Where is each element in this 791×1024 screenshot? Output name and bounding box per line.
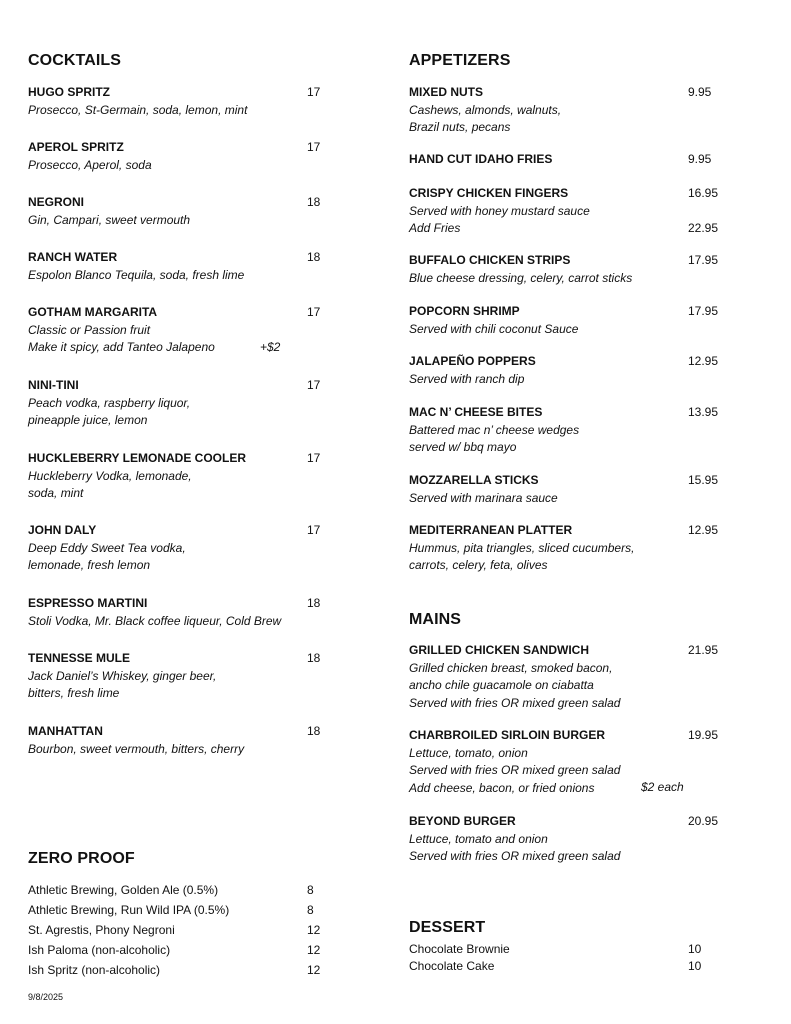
item-desc: Deep Eddy Sweet Tea vodka, [28,540,186,555]
dessert-title: DESSERT [409,919,486,936]
item-desc: Bourbon, sweet vermouth, bitters, cherry [28,741,245,756]
item-price: 10 [688,942,702,956]
item-desc: Served with marinara sauce [409,490,558,505]
item-name: Athletic Brewing, Run Wild IPA (0.5%) [28,903,230,917]
item-name: MIXED NUTS [409,85,484,99]
item-price: 17 [307,305,321,319]
menu-item [409,522,739,575]
menu-item [28,139,328,174]
item-desc: Cashews, almonds, walnuts, [409,102,562,117]
item-desc: Stoli Vodka, Mr. Black coffee liqueur, Cold Brew [28,613,282,628]
menu-item [409,252,739,287]
item-desc: Lettuce, tomato, onion [409,745,528,760]
menu-item [409,151,739,169]
item-price: 17.95 [688,304,719,318]
menu-item [409,727,739,797]
item-surcharge: +$2 [260,340,281,354]
item-name: Ish Spritz (non-alcoholic) [28,963,161,977]
item-desc: Served with fries OR mixed green salad [409,849,621,863]
item-name: JOHN DALY [28,523,97,537]
item-name: HUCKLEBERRY LEMONADE COOLER [28,451,247,465]
item-desc: Hummus, pita triangles, sliced cucumbers, [409,540,635,555]
item-price: 17 [307,85,321,99]
appetizers-title: APPETIZERS [409,52,511,69]
item-desc: Battered mac n’ cheese wedges [409,422,580,437]
item-desc: lemonade, fresh lemon [28,558,151,572]
item-desc: bitters, fresh lime [28,686,120,700]
menu-item [28,194,328,229]
footer-date: 9/8/2025 [28,992,64,1002]
item-name: BEYOND BURGER [409,814,516,828]
item-name: HAND CUT IDAHO FRIES [409,152,553,166]
menu-item [28,84,328,119]
menu-item [409,185,739,238]
item-price: 12.95 [688,354,719,368]
item-price: 9.95 [688,85,712,99]
menu-item [409,813,739,866]
menu-item [28,450,328,503]
item-desc: Classic or Passion fruit [28,322,151,337]
item-price: 8 [307,883,314,897]
item-price: 21.95 [688,643,719,657]
menu-item [409,404,739,457]
item-price: 18 [307,651,321,665]
item-desc: Add cheese, bacon, or fried onions [409,780,595,795]
item-name: GRILLED CHICKEN SANDWICH [409,643,589,657]
item-name: NEGRONI [28,195,85,209]
item-desc: Make it spicy, add Tanteo Jalapeno [28,340,215,354]
item-price: 13.95 [688,405,719,419]
item-desc: soda, mint [28,486,84,500]
menu-item [409,642,739,712]
item-desc: served w/ bbq mayo [409,440,517,454]
item-name: MEDITERRANEAN PLATTER [409,523,573,537]
item-name: BUFFALO CHICKEN STRIPS [409,253,571,267]
item-name: Chocolate Brownie [409,942,510,956]
item-price: 16.95 [688,186,719,200]
item-price: 17 [307,451,321,465]
item-desc: Huckleberry Vodka, lemonade, [28,468,192,483]
item-desc: Lettuce, tomato and onion [409,831,548,846]
item-addon-price: 22.95 [688,221,719,235]
item-desc: carrots, celery, feta, olives [409,558,548,572]
item-desc: Blue cheese dressing, celery, carrot sticks [409,270,633,285]
item-addon: Add Fries [409,221,461,235]
menu-item [409,472,739,507]
list-item [28,882,348,899]
menu-item [409,84,739,137]
mains-title: MAINS [409,611,462,628]
item-desc: Brazil nuts, pecans [409,120,511,134]
item-name: TENNESSE MULE [28,651,131,665]
item-name: CRISPY CHICKEN FINGERS [409,186,569,200]
item-desc: Prosecco, St-Germain, soda, lemon, mint [28,102,248,117]
item-desc: Served with honey mustard sauce [409,203,590,218]
list-item [409,958,739,975]
item-price: 17.95 [688,253,719,267]
item-desc: Espolon Blanco Tequila, soda, fresh lime [28,267,245,282]
item-name: CHARBROILED SIRLOIN BURGER [409,728,606,742]
item-price: 18 [307,195,321,209]
list-item [28,962,348,979]
item-name: Ish Paloma (non-alcoholic) [28,943,171,957]
menu-item [28,377,328,430]
item-price: 18 [307,724,321,738]
zero-proof-title: ZERO PROOF [28,850,135,867]
list-item [28,922,348,939]
item-desc: Grilled chicken breast, smoked bacon, [409,660,613,675]
item-desc: Gin, Campari, sweet vermouth [28,212,191,227]
menu-item [28,304,328,357]
item-desc: Served with fries OR mixed green salad [409,763,621,777]
item-name: MAC N’ CHEESE BITES [409,405,543,419]
menu-item [409,303,739,338]
item-desc: pineapple juice, lemon [28,413,148,427]
item-desc: Peach vodka, raspberry liquor, [28,395,191,410]
item-price: 12.95 [688,523,719,537]
item-name: HUGO SPRITZ [28,85,111,99]
item-name: APEROL SPRITZ [28,140,124,154]
item-price: 10 [688,959,702,973]
cocktails-title: COCKTAILS [28,52,122,69]
item-name: JALAPEÑO POPPERS [409,354,536,368]
list-item [409,941,739,958]
item-name: MANHATTAN [28,724,103,738]
item-name: POPCORN SHRIMP [409,304,520,318]
item-price: 17 [307,523,321,537]
item-name: Athletic Brewing, Golden Ale (0.5%) [28,883,219,897]
item-name: RANCH WATER [28,250,118,264]
item-price: 12 [307,923,321,937]
menu-item [28,650,328,703]
menu-item [28,595,338,630]
item-price: 20.95 [688,814,719,828]
item-price: 17 [307,140,321,154]
item-name: MOZZARELLA STICKS [409,473,539,487]
item-desc: ancho chile guacamole on ciabatta [409,678,594,692]
item-price: 9.95 [688,152,712,166]
item-price: 18 [307,250,321,264]
item-price: 17 [307,378,321,392]
item-desc: Served with ranch dip [409,371,525,386]
item-price: 12 [307,963,321,977]
item-name: ESPRESSO MARTINI [28,596,148,610]
item-price: 19.95 [688,728,719,742]
item-desc: Prosecco, Aperol, soda [28,157,152,172]
menu-item [28,522,328,575]
item-surcharge: $2 each [641,780,684,794]
list-item [28,942,348,959]
list-item [28,902,348,919]
item-desc: Served with chili coconut Sauce [409,321,579,336]
item-name: GOTHAM MARGARITA [28,305,158,319]
item-price: 18 [307,596,321,610]
item-desc: Served with fries OR mixed green salad [409,695,621,710]
item-price: 15.95 [688,473,719,487]
menu-item [28,723,328,758]
item-name: Chocolate Cake [409,959,495,973]
menu-item [409,353,739,388]
item-name: NINI-TINI [28,378,79,392]
item-price: 12 [307,943,321,957]
item-price: 8 [307,903,314,917]
item-desc: Jack Daniel’s Whiskey, ginger beer, [28,668,217,683]
menu-item [28,249,328,284]
item-name: St. Agrestis, Phony Negroni [28,923,175,937]
